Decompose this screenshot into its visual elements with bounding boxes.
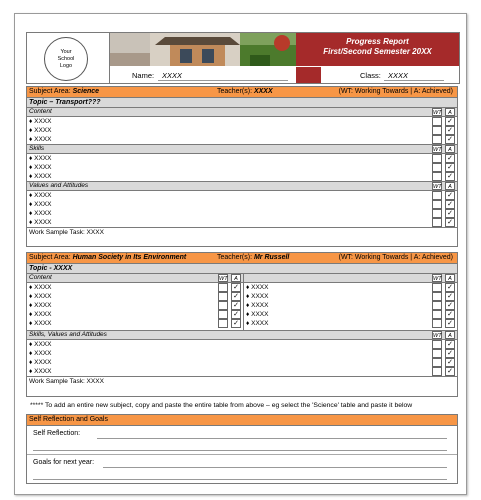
topic-text: Topic – Transport???: [29, 99, 101, 106]
header-photo: [110, 33, 296, 66]
bullet-icon: ♦: [29, 155, 35, 162]
item-text: XXXX: [34, 350, 52, 357]
item-text: XXXX: [34, 293, 52, 300]
wt-column-header: WT: [219, 276, 228, 282]
achieved-checkbox[interactable]: ✓: [231, 310, 241, 319]
wt-checkbox[interactable]: [432, 349, 442, 358]
a-column-header: A: [445, 182, 455, 190]
bullet-icon: ♦: [29, 341, 35, 348]
bullet-icon: ♦: [29, 350, 35, 357]
achieved-checkbox[interactable]: ✓: [231, 301, 241, 310]
list-item: [27, 163, 457, 172]
achieved-checkbox[interactable]: ✓: [445, 283, 455, 292]
teacher-label: Teacher(s):: [217, 254, 253, 261]
item-text: XXXX: [34, 127, 52, 134]
science-work-sample: Work Sample Task: XXXX: [27, 227, 457, 238]
logo-area: [27, 33, 110, 83]
item-text: XXXX: [34, 201, 52, 208]
wt-checkbox[interactable]: [432, 191, 442, 200]
list-item: [27, 126, 457, 135]
achieved-checkbox[interactable]: ✓: [231, 292, 241, 301]
subsection-label: Values and Attitudes: [29, 182, 89, 189]
logo-text: Your School Logo: [57, 48, 75, 69]
list-item: [244, 301, 457, 310]
bullet-icon: ♦: [246, 284, 252, 291]
achieved-checkbox[interactable]: ✓: [445, 319, 455, 328]
achieved-checkbox[interactable]: ✓: [445, 301, 455, 310]
hsie-content-right: [244, 274, 457, 330]
list-item: [27, 301, 243, 310]
copy-instruction-note: ***** To add an entire new subject, copy and paste the entire table from above – eg select the 'Science' table and paste it below: [30, 402, 413, 409]
achieved-checkbox[interactable]: ✓: [445, 218, 455, 227]
bullet-icon: ♦: [29, 118, 35, 125]
achieved-checkbox[interactable]: ✓: [445, 340, 455, 349]
report-header: [26, 32, 460, 84]
item-text: XXXX: [251, 320, 269, 327]
wt-checkbox[interactable]: [432, 292, 442, 301]
subsection-header: [244, 274, 457, 283]
achieved-checkbox[interactable]: ✓: [231, 283, 241, 292]
science-subject-bar: [27, 87, 457, 98]
science-values-block: [27, 181, 457, 227]
subsection-header: [27, 330, 457, 340]
item-text: XXXX: [251, 284, 269, 291]
list-item: [27, 367, 457, 376]
bullet-icon: ♦: [29, 311, 35, 318]
wt-column-header: WT: [433, 110, 442, 116]
list-item: [27, 283, 243, 292]
wt-column-header: WT: [433, 333, 442, 339]
achieved-checkbox[interactable]: ✓: [445, 209, 455, 218]
subject-name: Science: [72, 88, 100, 95]
item-text: XXXX: [251, 311, 269, 318]
teacher-block: [217, 87, 273, 97]
wt-checkbox[interactable]: [218, 319, 228, 328]
topic-text: Topic - XXXX: [29, 265, 73, 272]
achieved-checkbox[interactable]: ✓: [445, 367, 455, 376]
list-item: [27, 340, 457, 349]
list-item: [27, 310, 243, 319]
science-table: [26, 86, 458, 247]
wt-checkbox[interactable]: [432, 358, 442, 367]
name-value: XXXX: [162, 71, 183, 80]
item-text: XXXX: [34, 320, 52, 327]
wt-checkbox[interactable]: [432, 172, 442, 181]
item-text: XXXX: [34, 155, 52, 162]
achieved-checkbox[interactable]: ✓: [445, 349, 455, 358]
wt-checkbox[interactable]: [432, 209, 442, 218]
list-item: [27, 200, 457, 209]
bullet-icon: ♦: [246, 293, 252, 300]
reflection-heading: Self Reflection and Goals: [27, 415, 457, 426]
bullet-icon: ♦: [29, 320, 35, 327]
list-item: [27, 154, 457, 163]
science-skills-block: [27, 144, 457, 181]
list-item: [27, 319, 243, 328]
wt-checkbox[interactable]: [432, 218, 442, 227]
report-title-banner: [296, 33, 459, 66]
hsie-skills-block: [27, 330, 457, 376]
wt-checkbox[interactable]: [432, 200, 442, 209]
item-text: XXXX: [34, 118, 52, 125]
hsie-content-left: [27, 274, 244, 330]
subject-name: Human Society in Its Environment: [72, 254, 187, 261]
wt-checkbox[interactable]: [432, 163, 442, 172]
hsie-content-split: [27, 274, 457, 330]
wt-checkbox[interactable]: [432, 367, 442, 376]
list-item: [244, 319, 457, 328]
reflection-table: [26, 414, 458, 484]
list-item: [244, 310, 457, 319]
class-value: XXXX: [388, 71, 409, 80]
item-text: XXXX: [34, 192, 52, 199]
item-text: XXXX: [34, 302, 52, 309]
hsie-table: [26, 252, 458, 397]
hsie-topic: [27, 264, 457, 274]
subsection-label: Skills: [29, 145, 45, 152]
list-item: [27, 191, 457, 200]
self-reflection-field[interactable]: [27, 426, 457, 454]
bullet-icon: ♦: [29, 219, 35, 226]
class-underline: [384, 80, 444, 81]
list-item: [27, 172, 457, 181]
item-text: XXXX: [34, 359, 52, 366]
item-text: XXXX: [34, 136, 52, 143]
achieved-checkbox[interactable]: ✓: [445, 292, 455, 301]
wt-column-header: WT: [433, 184, 442, 190]
self-reflection-label: Self Reflection:: [33, 430, 81, 437]
subsection-label: Skills, Values and Attitudes: [29, 331, 107, 338]
achieved-checkbox[interactable]: ✓: [445, 163, 455, 172]
class-label: Class:: [360, 71, 381, 80]
list-item: [27, 117, 457, 126]
achieved-checkbox[interactable]: ✓: [445, 191, 455, 200]
self-reflection-line: [33, 450, 447, 451]
list-item: [244, 283, 457, 292]
wt-checkbox[interactable]: [432, 135, 442, 144]
list-item: [27, 135, 457, 144]
achieved-checkbox[interactable]: ✓: [445, 135, 455, 144]
bullet-icon: ♦: [246, 311, 252, 318]
a-column-header: A: [445, 331, 455, 339]
bullet-icon: ♦: [29, 210, 35, 217]
header-accent: [296, 67, 321, 83]
wt-column-header: WT: [433, 147, 442, 153]
list-item: [27, 209, 457, 218]
item-text: XXXX: [251, 302, 269, 309]
item-text: XXXX: [34, 368, 52, 375]
bullet-icon: ♦: [29, 302, 35, 309]
science-content-block: [27, 108, 457, 144]
report-semester: First/Second Semester 20XX: [323, 47, 432, 56]
list-item: [27, 349, 457, 358]
bullet-icon: ♦: [29, 284, 35, 291]
wt-a-legend: (WT: Working Towards | A: Achieved): [338, 254, 453, 261]
subsection-label: Content: [29, 274, 52, 281]
name-underline: [158, 80, 288, 81]
wt-checkbox[interactable]: [218, 292, 228, 301]
a-column-header: A: [445, 108, 455, 116]
bullet-icon: ♦: [29, 127, 35, 134]
bullet-icon: ♦: [246, 320, 252, 327]
wt-checkbox[interactable]: [432, 301, 442, 310]
goals-line: [103, 467, 447, 468]
achieved-checkbox[interactable]: ✓: [445, 154, 455, 163]
achieved-checkbox[interactable]: ✓: [231, 319, 241, 328]
subsection-header: [27, 181, 457, 191]
subject-label: Subject Area:: [29, 88, 71, 95]
list-item: [27, 218, 457, 227]
wt-checkbox[interactable]: [432, 283, 442, 292]
goals-label: Goals for next year:: [33, 459, 95, 466]
hsie-work-sample: Work Sample Task: XXXX: [27, 376, 457, 387]
wt-checkbox[interactable]: [432, 319, 442, 328]
self-reflection-line: [97, 438, 447, 439]
list-item: [27, 358, 457, 367]
item-text: XXXX: [34, 210, 52, 217]
bullet-icon: ♦: [29, 192, 35, 199]
teacher-label: Teacher(s):: [217, 88, 253, 95]
achieved-checkbox[interactable]: ✓: [445, 172, 455, 181]
subsection-header: [27, 108, 457, 117]
wt-column-header: WT: [433, 276, 442, 282]
a-column-header: A: [231, 274, 241, 282]
item-text: XXXX: [34, 219, 52, 226]
class-field[interactable]: [322, 67, 459, 83]
achieved-checkbox[interactable]: ✓: [445, 310, 455, 319]
wt-a-legend: (WT: Working Towards | A: Achieved): [338, 88, 453, 95]
name-label: Name:: [132, 71, 155, 80]
item-text: XXXX: [34, 173, 52, 180]
achieved-checkbox[interactable]: ✓: [445, 200, 455, 209]
wt-checkbox[interactable]: [432, 117, 442, 126]
bullet-icon: ♦: [29, 136, 35, 143]
report-title: Progress Report: [346, 37, 409, 46]
science-topic: [27, 98, 457, 108]
achieved-checkbox[interactable]: ✓: [445, 117, 455, 126]
wt-checkbox[interactable]: [432, 126, 442, 135]
name-field[interactable]: [110, 67, 296, 83]
teacher-name: XXXX: [253, 88, 273, 95]
subsection-label: Content: [29, 108, 52, 115]
bullet-icon: ♦: [29, 368, 35, 375]
wt-checkbox[interactable]: [432, 154, 442, 163]
bullet-icon: ♦: [29, 173, 35, 180]
teacher-block: [217, 253, 289, 263]
school-logo: [44, 37, 88, 81]
subject-label: Subject Area:: [29, 254, 71, 261]
item-text: XXXX: [34, 164, 52, 171]
item-text: XXXX: [34, 311, 52, 318]
subsection-header: [27, 274, 243, 283]
item-text: XXXX: [251, 293, 269, 300]
wt-checkbox[interactable]: [218, 283, 228, 292]
achieved-checkbox[interactable]: ✓: [445, 358, 455, 367]
list-item: [27, 292, 243, 301]
bullet-icon: ♦: [29, 359, 35, 366]
a-column-header: A: [445, 274, 455, 282]
achieved-checkbox[interactable]: ✓: [445, 126, 455, 135]
goals-line: [33, 479, 447, 480]
hsie-subject-bar: [27, 253, 457, 264]
bullet-icon: ♦: [29, 201, 35, 208]
goals-field[interactable]: [27, 454, 457, 483]
wt-checkbox[interactable]: [218, 310, 228, 319]
subsection-header: [27, 144, 457, 154]
bullet-icon: ♦: [246, 302, 252, 309]
wt-checkbox[interactable]: [432, 340, 442, 349]
list-item: [244, 292, 457, 301]
teacher-name: Mr Russell: [253, 254, 290, 261]
bullet-icon: ♦: [29, 164, 35, 171]
item-text: XXXX: [34, 341, 52, 348]
bullet-icon: ♦: [29, 293, 35, 300]
a-column-header: A: [445, 145, 455, 153]
wt-checkbox[interactable]: [218, 301, 228, 310]
item-text: XXXX: [34, 284, 52, 291]
wt-checkbox[interactable]: [432, 310, 442, 319]
